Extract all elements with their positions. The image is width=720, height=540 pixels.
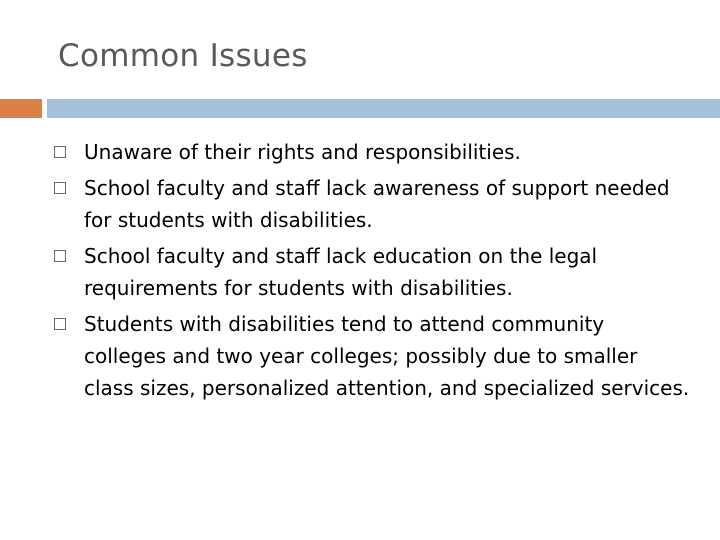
square-bullet-icon bbox=[54, 318, 66, 330]
title-divider-bar bbox=[47, 99, 720, 118]
bullet-text: Students with disabilities tend to attend community colleges and two year colleges; possibly due to smaller class sizes, personalized attention, and specialized services. bbox=[84, 312, 690, 400]
bullet-text: School faculty and staff lack education on the legal requirements for students with disabilities. bbox=[84, 244, 598, 300]
title-accent-bar bbox=[0, 99, 42, 118]
bullet-list bbox=[52, 136, 692, 408]
bullet-text: School faculty and staff lack awareness of support needed for students with disabilities. bbox=[84, 176, 670, 232]
square-bullet-icon bbox=[54, 250, 66, 262]
bullet-item bbox=[52, 136, 692, 168]
bullet-item bbox=[52, 308, 692, 404]
bullet-text: Unaware of their rights and responsibilities. bbox=[84, 140, 521, 164]
square-bullet-icon bbox=[54, 146, 66, 158]
bullet-item bbox=[52, 240, 692, 304]
slide-title: Common Issues bbox=[58, 38, 308, 74]
bullet-item bbox=[52, 172, 692, 236]
square-bullet-icon bbox=[54, 182, 66, 194]
